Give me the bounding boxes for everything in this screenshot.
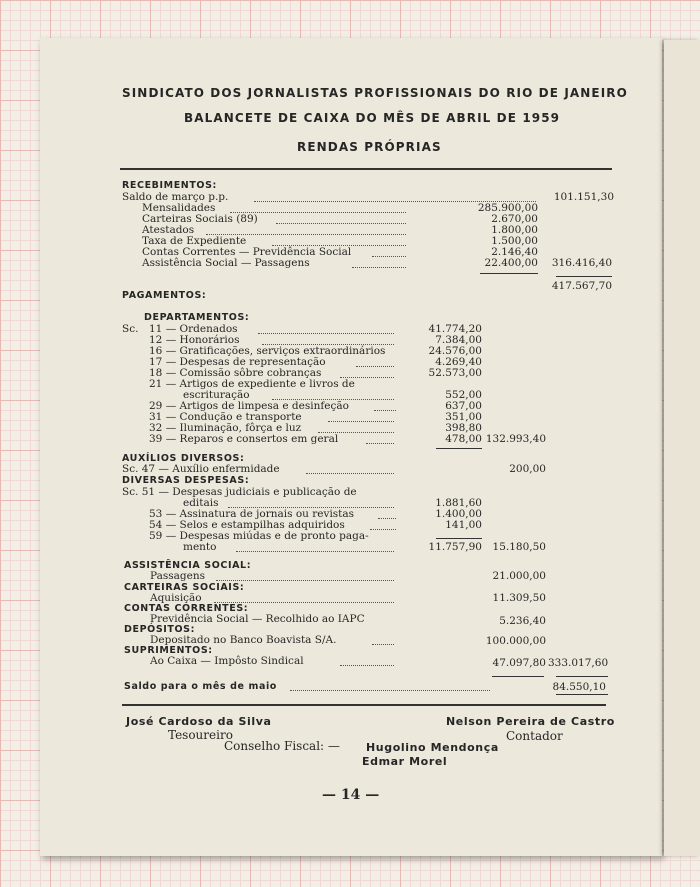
row-label: Contas Correntes — Previdência Social bbox=[142, 246, 352, 258]
dot-leader bbox=[340, 665, 394, 666]
section-heading: CONTAS CORRENTES: bbox=[124, 603, 249, 614]
accountant-name: Nelson Pereira de Castro bbox=[446, 715, 615, 728]
document-title: BALANCETE DE CAIXA DO MÊS DE ABRIL DE 1959 bbox=[184, 111, 561, 125]
dot-leader bbox=[258, 333, 394, 334]
sum-rule bbox=[480, 273, 538, 274]
subtotal-value: 316.416,40 bbox=[551, 257, 612, 269]
council-member: Edmar Morel bbox=[362, 755, 448, 768]
subtotal-value: 15.180,50 bbox=[492, 541, 546, 553]
row-value: 100.000,00 bbox=[485, 635, 546, 647]
row-label: Carteiras Sociais (89) bbox=[142, 213, 258, 225]
footer-rule bbox=[122, 704, 606, 706]
section-heading: SUPRIMENTOS: bbox=[124, 645, 213, 656]
section-heading: DIVERSAS DESPESAS: bbox=[122, 475, 250, 486]
section-heading: CARTEIRAS SOCIAIS: bbox=[124, 582, 245, 593]
row-value: 200,00 bbox=[509, 463, 546, 475]
row-label: Taxa de Expediente bbox=[142, 235, 247, 247]
section-heading: AUXÍLIOS DIVERSOS: bbox=[122, 453, 245, 464]
row-label: Sc. 51 — Despesas judiciais e publicação de bbox=[122, 486, 357, 498]
row-value: 4.269,40 bbox=[435, 356, 482, 368]
row-value: 398,80 bbox=[445, 422, 482, 434]
row-label: Passagens bbox=[150, 570, 205, 582]
treasurer-name: José Cardoso da Silva bbox=[126, 715, 272, 728]
row-value: 1.881,60 bbox=[435, 497, 482, 509]
sum-rule bbox=[492, 676, 544, 677]
row-value: 52.573,00 bbox=[428, 367, 482, 379]
header-rule bbox=[120, 168, 612, 170]
row-value: 47.097,80 bbox=[492, 657, 546, 669]
dot-leader bbox=[372, 256, 406, 257]
sum-rule bbox=[436, 448, 482, 449]
row-value: 1.500,00 bbox=[491, 235, 538, 247]
row-label: 31 — Condução e transporte bbox=[149, 411, 302, 423]
dot-leader bbox=[374, 410, 396, 411]
row-value: 2.146,40 bbox=[491, 246, 538, 258]
section-heading: ASSISTÊNCIA SOCIAL: bbox=[124, 560, 252, 571]
row-label: Ao Caixa — Impôsto Sindical bbox=[150, 655, 304, 667]
total-value: 333.017,60 bbox=[548, 657, 609, 669]
row-label: Aquisição bbox=[150, 592, 202, 604]
row-value: 637,00 bbox=[445, 400, 482, 412]
row-label: 59 — Despesas miúdas e de pronto paga- bbox=[149, 530, 369, 542]
dot-leader bbox=[372, 644, 394, 645]
balance-label: Saldo para o mês de maio bbox=[124, 681, 277, 692]
row-label: 18 — Comissão sôbre cobranças bbox=[149, 367, 322, 379]
org-title: SINDICATO DOS JORNALISTAS PROFISSIONAIS DO RIO DE JANEIRO bbox=[122, 86, 628, 100]
council-label: Conselho Fiscal: — bbox=[224, 739, 340, 753]
dot-leader bbox=[366, 443, 394, 444]
row-label: escrituração bbox=[183, 389, 250, 401]
dot-leader bbox=[236, 551, 394, 552]
row-value: 24.576,00 bbox=[428, 345, 482, 357]
treasurer-role: Tesoureiro bbox=[168, 728, 233, 742]
row-label: 54 — Selos e estampilhas adquiridos bbox=[149, 519, 345, 531]
page-number: — 14 — bbox=[322, 787, 380, 803]
row-value: 101.151,30 bbox=[553, 191, 614, 203]
row-value: 2.670,00 bbox=[491, 213, 538, 225]
facing-page-edge bbox=[664, 40, 700, 856]
row-label: Depositado no Banco Boavista S/A. bbox=[150, 634, 337, 646]
dot-leader bbox=[370, 529, 396, 530]
row-value: 22.400,00 bbox=[484, 257, 538, 269]
row-label: Atestados bbox=[142, 224, 195, 236]
dot-leader bbox=[306, 473, 394, 474]
accountant-role: Contador bbox=[506, 729, 563, 743]
document-page bbox=[40, 38, 662, 856]
row-label: 39 — Reparos e consertos em geral bbox=[149, 433, 339, 445]
row-label: mento bbox=[183, 541, 217, 553]
balance-value: 84.550,10 bbox=[552, 681, 606, 693]
section-heading: DEPÓSITOS: bbox=[124, 624, 195, 635]
dot-leader bbox=[378, 518, 396, 519]
row-label: 32 — Iluminação, fôrça e luz bbox=[149, 422, 302, 434]
row-value: 11.757,90 bbox=[428, 541, 482, 553]
sum-rule bbox=[556, 276, 612, 277]
row-label: 17 — Despesas de representação bbox=[149, 356, 326, 368]
row-value: 5.236,40 bbox=[499, 615, 546, 627]
row-label: 21 — Artigos de expediente e livros de bbox=[149, 378, 355, 390]
row-value: 478,00 bbox=[445, 433, 482, 445]
row-label: Previdência Social — Recolhido ao IAPC bbox=[150, 613, 365, 625]
row-label: 53 — Assinatura de jornais ou revistas bbox=[149, 508, 355, 520]
dot-leader bbox=[290, 690, 490, 691]
dot-leader bbox=[352, 267, 406, 268]
row-value: 141,00 bbox=[445, 519, 482, 531]
section-heading: RECEBIMENTOS: bbox=[122, 180, 217, 191]
row-value: 41.774,20 bbox=[428, 323, 482, 335]
row-label: Sc. 47 — Auxílio enfermidade bbox=[122, 463, 280, 475]
section-heading: PAGAMENTOS: bbox=[122, 290, 207, 301]
row-value: 285.900,00 bbox=[477, 202, 538, 214]
dot-leader bbox=[216, 580, 394, 581]
row-value: 552,00 bbox=[445, 389, 482, 401]
row-label: editais bbox=[183, 497, 219, 509]
row-value: 1.400,00 bbox=[435, 508, 482, 520]
row-label: 12 — Honorários bbox=[149, 334, 240, 346]
sum-rule bbox=[556, 676, 608, 677]
row-label: 16 — Gratificações, serviços extraordinários bbox=[149, 345, 386, 357]
row-label: 29 — Artigos de limpesa e desinfeção bbox=[149, 400, 349, 412]
row-value: 351,00 bbox=[445, 411, 482, 423]
sum-rule bbox=[436, 538, 482, 539]
row-label: Mensalidades bbox=[142, 202, 216, 214]
row-value: 1.800,00 bbox=[491, 224, 538, 236]
document-subtitle: RENDAS PRÓPRIAS bbox=[297, 140, 442, 154]
section-heading: DEPARTAMENTOS: bbox=[144, 312, 250, 323]
council-member: Hugolino Mendonça bbox=[366, 741, 499, 754]
row-value: 21.000,00 bbox=[492, 570, 546, 582]
row-label: 11 — Ordenados bbox=[149, 323, 238, 335]
subtotal-value: 132.993,40 bbox=[485, 433, 546, 445]
row-prefix: Sc. bbox=[122, 323, 139, 335]
row-value: 11.309,50 bbox=[492, 592, 546, 604]
total-value: 417.567,70 bbox=[551, 280, 612, 292]
dot-leader bbox=[276, 223, 406, 224]
sum-rule bbox=[556, 694, 608, 695]
row-label: Assistência Social — Passagens bbox=[142, 257, 310, 269]
row-value: 7.384,00 bbox=[435, 334, 482, 346]
dot-leader bbox=[328, 421, 394, 422]
dot-leader bbox=[356, 366, 394, 367]
row-label: Saldo de março p.p. bbox=[122, 191, 229, 203]
